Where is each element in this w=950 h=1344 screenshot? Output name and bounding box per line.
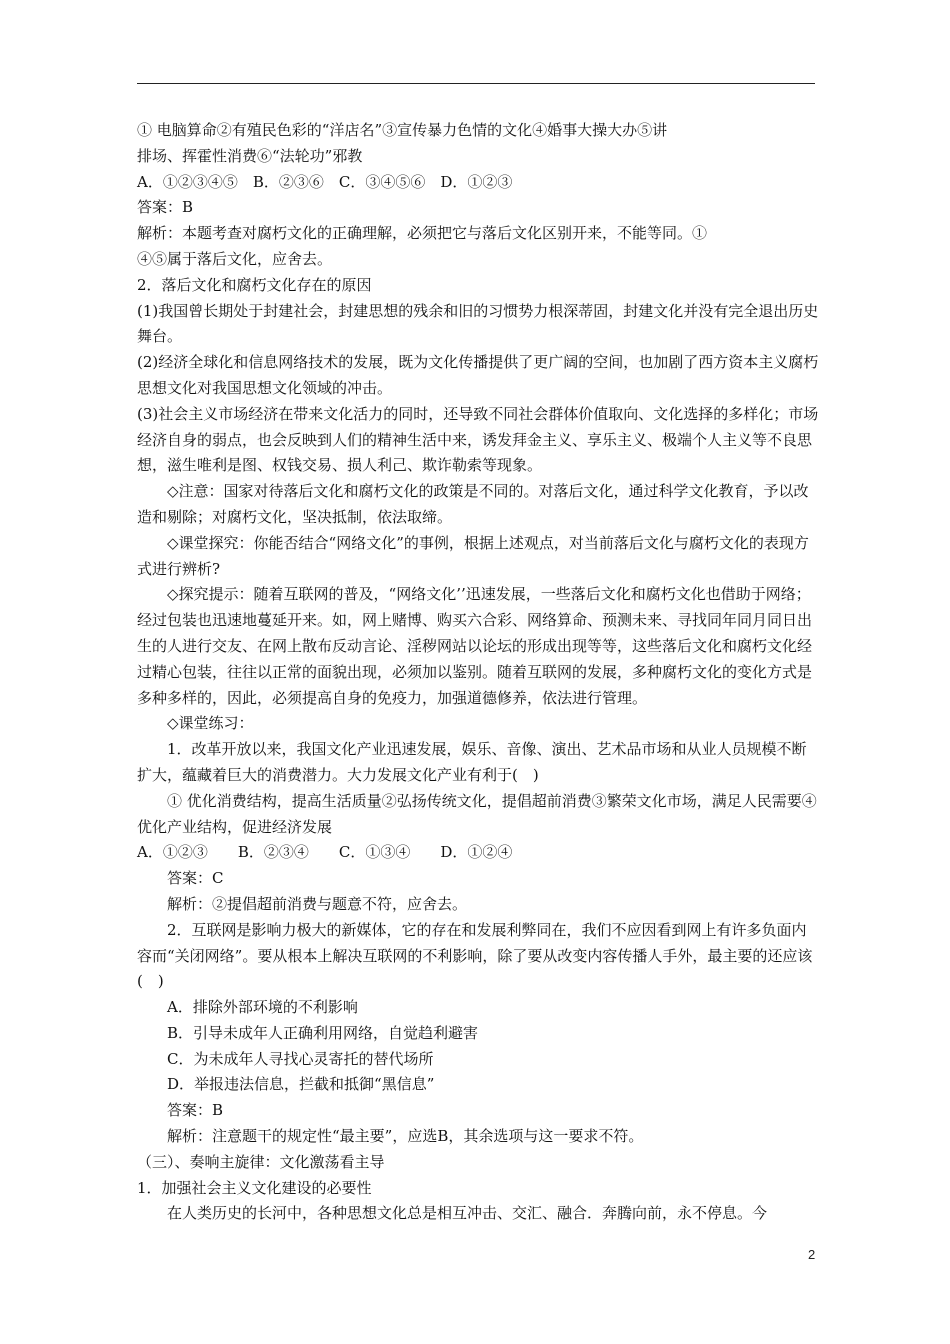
paragraph: ◇探究提示：随着互联网的普及，“网络文化’’迅速发展，一些落后文化和腐朽文化也借助于网络；经过包装也迅速地蔓延开来。如，网上赌博、购买六合彩、网络算命、预测未来、寻找同年同月同日出生的人进行交友、在网上散布反动言论、淫秽网站以论坛的形成出现等等，这些落后文化和腐朽文化经过精心包装，往往以正常的面貌出现，必须加以鉴别。随着互联网的发展，多种腐朽文化的变化方式是多种多样的，因此，必须提高自身的免疫力，加强道德修养，依法进行管理。 <box>137 585 813 707</box>
paragraph: A．排除外部环境的不利影响 <box>167 998 358 1017</box>
paragraph: C．为未成年人寻找心灵寄托的替代场所 <box>167 1049 434 1068</box>
paragraph: (1)我国曾长期处于封建社会，封建思想的残余和旧的习惯势力根深蒂固，封建文化并没有完全退出历史舞台。 <box>137 301 819 346</box>
paragraph: 1．改革开放以来，我国文化产业迅速发展，娱乐、音像、演出、艺术品市场和从业人员规模不断扩大，蕴藏着巨大的消费潜力。大力发展文化产业有利于( ) <box>137 740 807 784</box>
paragraph: 答案：B <box>137 198 194 217</box>
paragraph: ① 优化消费结构，提高生活质量②弘扬传统文化，提倡超前消费③繁荣文化市场，满足人民需要④优化产业结构，促进经济发展 <box>137 791 817 836</box>
header-rule <box>137 83 815 84</box>
paragraph: 解析：②提倡超前消费与题意不符，应舍去。 <box>167 894 468 913</box>
paragraph: ◇课堂探究：你能否结合“网络文化”的事例，根据上述观点，对当前落后文化与腐朽文化的表现方式进行辨析? <box>137 533 809 578</box>
paragraph: 解析：注意题干的规定性“最主要”，应选B，其余选项与这一要求不符。 <box>167 1127 644 1146</box>
paragraph: ◇课堂练习： <box>167 714 254 733</box>
paragraph: D．举报违法信息，拦截和抵御“黑信息” <box>167 1075 435 1094</box>
paragraph: 答案：B <box>167 1101 224 1120</box>
paragraph: 在人类历史的长河中，各种思想文化总是相互冲击、交汇、融合．奔腾向前，永不停息。今 <box>167 1204 768 1223</box>
paragraph: ④⑤属于落后文化，应舍去。 <box>137 249 333 268</box>
paragraph: (3)社会主义市场经济在带来文化活力的同时，还导致不同社会群体价值取向、文化选择的多样化；市场经济自身的弱点，也会反映到人们的精神生活中来，诱发拜金主义、享乐主义、极端个人主义等不良思想，滋生唯利是图、权钱交易、损人利己、欺诈勒索等现象。 <box>137 404 819 475</box>
paragraph: 解析：本题考查对腐朽文化的正确理解，必须把它与落后文化区别开来，不能等同。① <box>137 224 708 243</box>
paragraph: ◇注意：国家对待落后文化和腐朽文化的政策是不同的。对落后文化，通过科学文化教育，予以改造和剔除；对腐朽文化，坚决抵制，依法取缔。 <box>137 482 809 526</box>
paragraph: ① 电脑算命②有殖民色彩的“洋店名”③宣传暴力色情的文化④婚事大操大办⑤讲 <box>137 121 668 139</box>
paragraph: B．引导未成年人正确利用网络，自觉趋利避害 <box>167 1023 479 1042</box>
paragraph: A．①②③ B．②③④ C．①③④ D．①②④ <box>137 843 513 862</box>
paragraph: 排场、挥霍性消费⑥“法轮功”邪教 <box>137 146 363 165</box>
paragraph: 答案：C <box>167 869 224 888</box>
paragraph: 1．加强社会主义文化建设的必要性 <box>137 1178 372 1197</box>
paragraph: 2．互联网是影响力极大的新媒体，它的存在和发展利弊同在，我们不应因看到网上有许多负面内容而“关闭网络”。要从根本上解决互联网的不利影响，除了要从改变内容传播人手外，最主要的还应该( ) <box>137 920 813 991</box>
paragraph: A．①②③④⑤ B．②③⑥ C．③④⑤⑥ D．①②③ <box>137 172 513 191</box>
page-number: 2 <box>808 1247 816 1262</box>
paragraph: 2．落后文化和腐朽文化存在的原因 <box>137 275 372 294</box>
paragraph: (2)经济全球化和信息网络技术的发展，既为文化传播提供了更广阔的空间，也加剧了西方资本主义腐朽思想文化对我国思想文化领域的冲击。 <box>137 353 819 397</box>
paragraph: （三）、奏响主旋律：文化激荡看主导 <box>137 1152 385 1171</box>
document-body <box>137 118 821 1227</box>
